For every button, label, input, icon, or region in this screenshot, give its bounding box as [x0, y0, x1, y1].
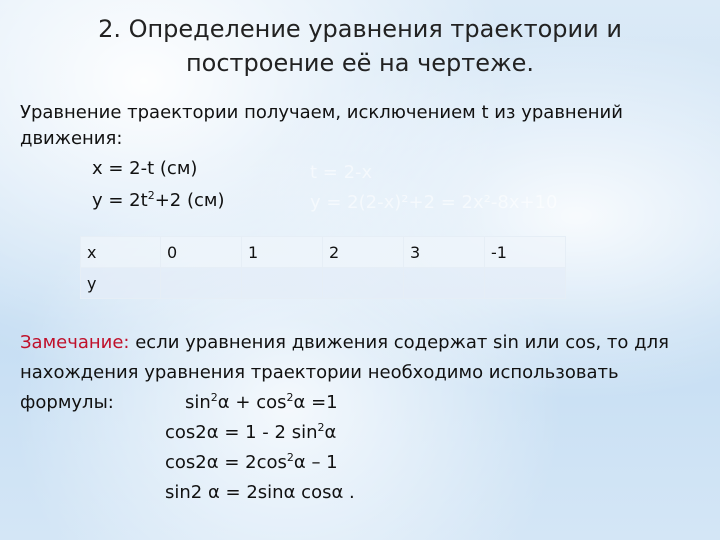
- table-cell-y-3: [323, 268, 404, 299]
- faded-equation-1: t = 2-x: [310, 162, 373, 183]
- formula-2-exp: 2: [317, 421, 325, 434]
- formula-1: [185, 388, 338, 418]
- formula-2: [165, 418, 336, 448]
- table-cell-y-1: [161, 268, 242, 299]
- formula-1-exp-2: 2: [286, 391, 294, 404]
- formula-1-exp-1: 2: [210, 391, 218, 404]
- table-cell-y-2: [242, 268, 323, 299]
- formula-2-part-b: α: [324, 422, 337, 443]
- title-line-1: 2. Определение уравнения траектории и: [98, 15, 622, 43]
- table-cell-x-1: 0: [161, 237, 242, 268]
- title-line-2: построение её на чертеже.: [185, 49, 535, 77]
- intro-line-1: Уравнение траектории получаем, исключением t из уравнений: [20, 102, 623, 123]
- formula-3-part-a: cos2α = 2cos: [165, 452, 287, 473]
- equation-y-part-a: y = 2t: [92, 190, 148, 211]
- intro-line-2: движения:: [20, 128, 123, 149]
- formulas-label: формулы:: [20, 392, 114, 413]
- equation-y-part-b: +2 (см): [154, 190, 225, 211]
- table-cell-x-5: -1: [485, 237, 566, 268]
- equation-y: [92, 188, 224, 214]
- table-cell-x-2: 1: [242, 237, 323, 268]
- table-cell-y-5: [485, 268, 566, 299]
- equation-y-exponent: 2: [147, 189, 155, 202]
- table-row-x: [81, 237, 566, 268]
- formula-1-part-c: α =1: [293, 392, 338, 413]
- remark-line-1: [20, 328, 669, 358]
- equation-x: x = 2-t (см): [92, 158, 198, 179]
- formula-4: sin2 α = 2sinα cosα .: [165, 482, 355, 503]
- formula-3-exp: 2: [286, 451, 294, 464]
- table-cell-x-4: 3: [404, 237, 485, 268]
- slide-title: [40, 12, 680, 80]
- remark-label: Замечание:: [20, 332, 130, 353]
- formula-2-part-a: cos2α = 1 - 2 sin: [165, 422, 318, 443]
- formula-3: [165, 448, 338, 478]
- table-cell-y-label: y: [81, 268, 161, 299]
- formula-1-part-b: α + cos: [217, 392, 287, 413]
- table-cell-x-label: x: [81, 237, 161, 268]
- table-cell-x-3: 2: [323, 237, 404, 268]
- formula-3-part-b: α – 1: [293, 452, 338, 473]
- faded-equation-2: y = 2(2-x)²+2 = 2x²-8x+10: [310, 192, 558, 213]
- table-row-y: [81, 268, 566, 299]
- formula-1-part-a: sin: [185, 392, 211, 413]
- remark-text-1: если уравнения движения содержат sin или cos, то для: [129, 332, 669, 353]
- table-cell-y-4: [404, 268, 485, 299]
- values-table: [80, 236, 566, 299]
- remark-line-2: нахождения уравнения траектории необходимо использовать: [20, 362, 619, 383]
